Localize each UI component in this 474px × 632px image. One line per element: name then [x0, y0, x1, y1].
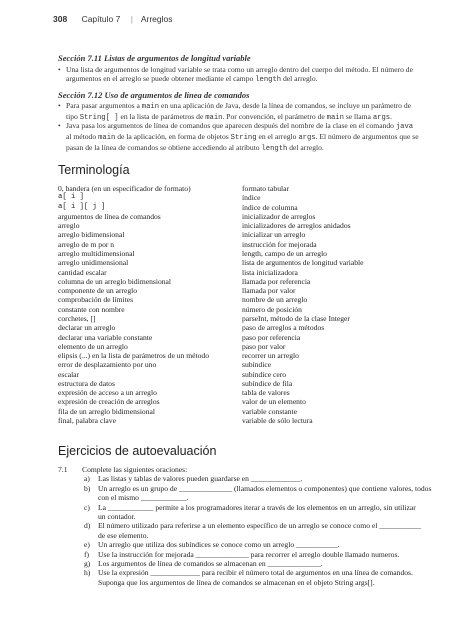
item-text: El número utilizado para referirse a un elemento específico de un arreglo se conoce como el ___________ — [98, 521, 422, 531]
bullet-text: de la aplicación, en forma de objetos — [115, 132, 231, 142]
exercise-item — [82, 559, 442, 568]
exercise-item — [82, 484, 442, 503]
section-7-11-title: Sección 7.11 Listas de argumentos de longitud variable — [58, 53, 251, 63]
term-item: nombre de un arreglo — [242, 295, 308, 305]
term-item: estructura de datos — [58, 378, 115, 388]
term-item: a[ i ][ j ] — [58, 202, 106, 211]
term-item: a[ i ] — [58, 193, 84, 202]
bullet-text: Java pasa los argumentos de línea de comandos que aparecen después del nombre de la clase en el comando — [66, 121, 396, 130]
section-7-12-bullet-1 — [58, 101, 443, 123]
code-string-array: String[ ] — [79, 114, 119, 123]
term-item: arreglo multidimensional — [58, 248, 135, 258]
exercise-item — [82, 550, 442, 559]
item-text: Las listas y tablas de valores pueden guardarse en _____________. — [98, 474, 303, 484]
term-item: arreglo bidimensional — [58, 230, 125, 240]
item-text: Use la expresión _____________ para recibir el número total de argumentos en una línea de comandos. — [98, 568, 413, 578]
term-item: recorrer un arreglo — [242, 351, 299, 361]
term-item: error de desplazamiento por uno — [58, 360, 157, 370]
term-item: expresión de creación de arreglos — [58, 397, 160, 407]
item-letter: c) — [84, 502, 90, 512]
term-item: arreglo unidimensional — [58, 258, 129, 268]
term-item: fila de un arreglo bidimensional — [58, 406, 156, 416]
section-7-12-bullet-2 — [58, 121, 443, 154]
item-text: La ____________ permite a los programadores iterar a través de los elementos en un arreglo, sin utilizar — [98, 502, 416, 512]
bullet-icon: • — [58, 121, 61, 130]
item-text: de ese elemento. — [98, 530, 149, 540]
term-item: 0, bandera (en un especificador de formato) — [58, 184, 191, 193]
bullet-text: del arreglo. — [281, 74, 318, 84]
bullet-icon: • — [58, 101, 61, 110]
term-item: lista inicializadora — [242, 267, 298, 277]
term-item: columna de un arreglo bidimensional — [58, 276, 172, 286]
page-number: 308 — [53, 14, 68, 24]
term-item: subíndice cero — [242, 369, 287, 379]
chapter-title: Arreglos — [140, 14, 173, 24]
bullet-icon: • — [58, 65, 61, 74]
term-item: declarar un arreglo — [58, 323, 116, 333]
code-main: main — [98, 134, 116, 143]
item-text: Los argumentos de línea de comandos se almacenan en ______________. — [98, 559, 323, 569]
bullet-text: . — [390, 112, 392, 122]
exercise-number: 7.1 — [58, 465, 68, 474]
bullet-text: al método — [66, 132, 99, 142]
term-item: corchetes, [] — [58, 313, 96, 323]
term-item: subíndice — [242, 360, 272, 370]
term-item: variable constante — [242, 406, 298, 416]
term-item: instrucción for mejorada — [242, 239, 317, 249]
bullet-text: . Por convención, el parámetro de — [222, 112, 327, 122]
term-item: inicializar un arreglo — [242, 230, 306, 240]
term-item: número de posición — [242, 304, 302, 314]
term-item: length, campo de un arreglo — [242, 248, 327, 258]
term-item: parseInt, método de la clase Integer — [242, 313, 350, 323]
item-letter: g) — [84, 559, 91, 569]
item-text: Suponga que los argumentos de línea de comandos se almacenan en el objeto String args[]. — [98, 577, 375, 587]
code-length: length — [261, 145, 288, 154]
term-item: formato tabular — [242, 184, 290, 193]
term-item: llamada por referencia — [242, 276, 311, 286]
term-item: inicializadores de arreglos anidados — [242, 221, 351, 231]
bullet-text: tipo — [66, 112, 80, 122]
bullet-text: del arreglo. — [287, 143, 324, 153]
term-item: paso por referencia — [242, 332, 301, 342]
item-letter: d) — [84, 521, 91, 531]
term-item: variable de sólo lectura — [242, 416, 313, 426]
term-item: argumentos de línea de comandos — [58, 211, 161, 221]
code-main: main — [326, 114, 344, 123]
bullet-text: Una lista de argumentos de longitud variable se trata como un arreglo dentro del cuerpo del método. El número de — [66, 65, 413, 74]
code-main: main — [205, 114, 223, 123]
term-item: componente de un arreglo — [58, 286, 138, 296]
term-item: elipsis (...) en la lista de parámetros de un método — [58, 351, 209, 361]
term-item: constante con nombre — [58, 304, 125, 314]
item-letter: h) — [84, 568, 91, 578]
terminology-heading: Terminología — [58, 163, 130, 177]
term-item: tabla de valores — [242, 388, 290, 398]
chapter-label: Capítulo 7 — [81, 14, 121, 24]
term-item: inicializador de arreglos — [242, 211, 316, 221]
code-main: main — [141, 103, 160, 111]
term-item: escalar — [58, 369, 80, 379]
term-item: llamada por valor — [242, 286, 296, 296]
term-item: declarar una variable constante — [58, 332, 153, 342]
term-item: lista de argumentos de longitud variable — [242, 258, 364, 268]
bullet-text: Para pasar argumentos a — [66, 101, 142, 110]
item-letter: b) — [84, 483, 91, 493]
term-item: expresión de acceso a un arreglo — [58, 388, 157, 398]
term-item: valor de un elemento — [242, 397, 306, 407]
code-args: args — [372, 114, 391, 123]
term-item: índice — [242, 193, 261, 203]
section-7-11-bullet — [58, 65, 438, 85]
exercise-item — [82, 503, 442, 522]
terminology-right-column — [242, 184, 442, 425]
code-java: java — [395, 123, 414, 131]
item-text: con el mismo ____________. — [98, 493, 189, 503]
running-header — [53, 14, 433, 24]
bullet-text: en la lista de parámetros de — [118, 112, 206, 122]
exercise-list — [82, 465, 442, 587]
exercise-item — [82, 474, 442, 483]
code-args: args — [298, 134, 316, 143]
term-item: cantidad escalar — [58, 267, 107, 277]
code-string: String — [230, 134, 257, 143]
bullet-text: pasan de la línea de comandos se obtiene accediendo al atributo — [66, 143, 262, 153]
term-item: índice de columna — [242, 202, 298, 212]
header-separator: | — [130, 14, 133, 24]
item-text: Un arreglo es un grupo de ______________ (llamados elementos o componentes) que contiene valores, todos — [98, 483, 432, 493]
exercises-heading: Ejercicios de autoevaluación — [58, 444, 217, 458]
term-item: paso de arreglos a métodos — [242, 323, 325, 333]
term-item: paso por valor — [242, 341, 286, 351]
exercise-item — [82, 568, 442, 587]
item-text: Un arreglo que utiliza dos subíndices se conoce como un arreglo ___________. — [98, 540, 340, 550]
item-letter: e) — [84, 540, 90, 550]
bullet-text: argumentos en el arreglo se puede obtener mediante el campo — [66, 74, 256, 84]
term-item: subíndice de fila — [242, 378, 293, 388]
terminology-left-column — [58, 184, 238, 425]
item-letter: f) — [84, 549, 90, 559]
section-7-12-title: Sección 7.12 Uso de argumentos de línea de comandos — [58, 90, 250, 100]
term-item: arreglo — [58, 221, 80, 231]
bullet-text: se llama — [343, 112, 373, 122]
exercise-item — [82, 521, 442, 540]
exercise-intro: Complete las siguientes oraciones: — [82, 465, 188, 474]
bullet-text: en el arreglo — [256, 132, 299, 142]
term-item: elemento de un arreglo — [58, 341, 128, 351]
bullet-text: en una aplicación de Java, desde la línea de comandos, se incluye un parámetro de — [159, 101, 412, 110]
exercise-item — [82, 540, 442, 549]
item-letter: a) — [84, 474, 90, 484]
term-item: final, palabra clave — [58, 416, 116, 426]
item-text: Use la instrucción for mejorada ______________ para recorrer el arreglo double llamado numeros. — [98, 549, 400, 559]
code-length: length — [255, 76, 282, 85]
term-item: arreglo de m por n — [58, 239, 115, 249]
term-item: comprobación de límites — [58, 295, 134, 305]
bullet-text: . El número de argumentos que se — [315, 132, 419, 142]
item-text: un contador. — [98, 512, 136, 522]
